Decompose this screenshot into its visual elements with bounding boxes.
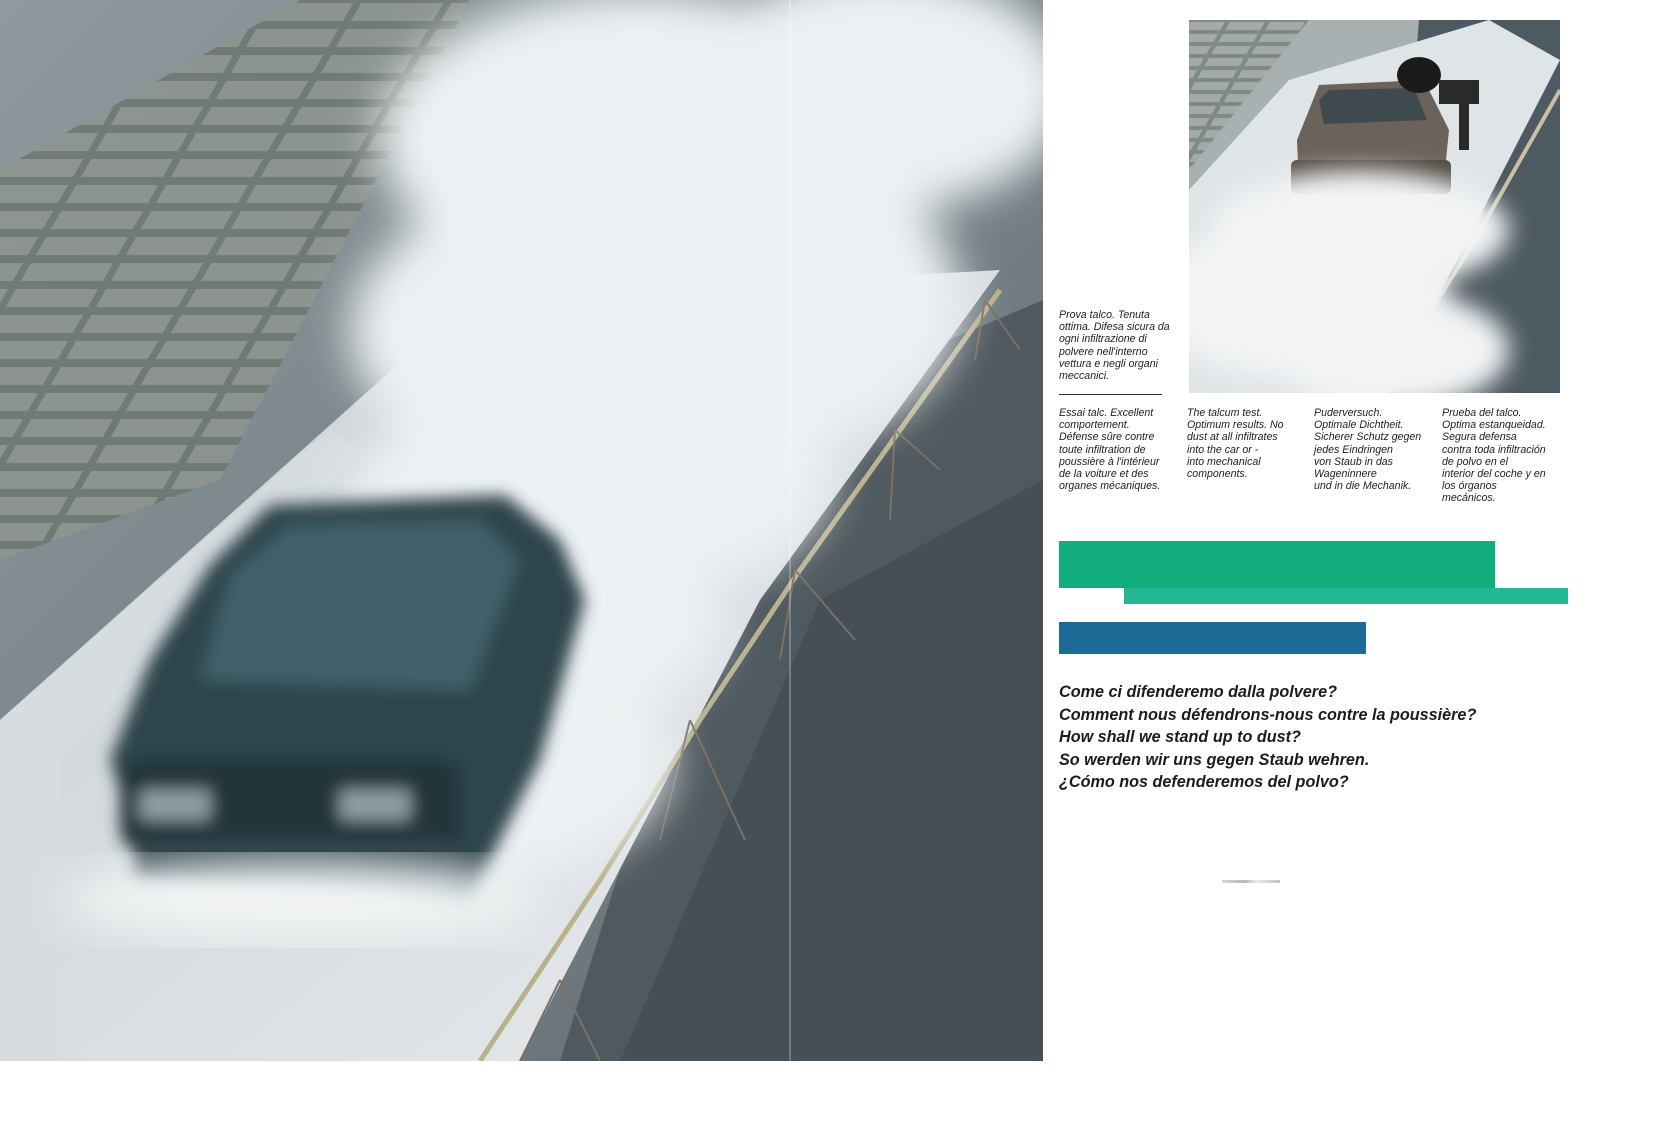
caption-line: meccanici.: [1059, 370, 1110, 383]
caption-line: von Staub in das: [1314, 455, 1393, 468]
caption-line: Sicherer Schutz gegen: [1314, 431, 1422, 444]
headline-italian: Come ci difenderemo dalla polvere?: [1059, 683, 1337, 701]
headline-german: So werden wir uns gegen Staub wehren.: [1059, 750, 1370, 769]
inset-photo-illustration: [1189, 20, 1560, 393]
caption-line: Essai talc. Excellent: [1059, 407, 1154, 419]
blue-color-bar: [1059, 622, 1366, 654]
caption-line: ottima. Difesa sicura da: [1059, 321, 1170, 334]
caption-line: poussière à l'intérieur: [1059, 455, 1160, 468]
caption-line: comportement.: [1059, 419, 1130, 432]
print-smudge: [1222, 880, 1280, 883]
caption-line: ogni infiltrazione di: [1059, 333, 1147, 346]
caption-divider: [1059, 394, 1162, 395]
caption-line: vettura e negli organi: [1059, 357, 1158, 370]
caption-line: de la voiture et des: [1059, 468, 1149, 481]
teal-color-bar: [1124, 588, 1568, 604]
green-color-bar: [1059, 541, 1495, 588]
caption-line: de polvo en el: [1442, 455, 1508, 468]
caption-line: components.: [1187, 468, 1248, 481]
caption-line: polvere nell'interno: [1059, 345, 1148, 358]
headline-spanish: ¿Cómo nos defenderemos del polvo?: [1059, 773, 1349, 791]
caption-german: [1314, 407, 1436, 492]
caption-line: Optimale Dichtheit.: [1314, 419, 1404, 432]
caption-line: Puderversuch.: [1314, 407, 1383, 419]
caption-line: und in die Mechanik.: [1314, 480, 1412, 493]
caption-french: [1059, 407, 1179, 492]
caption-line: Prova talco. Tenuta: [1059, 309, 1150, 321]
caption-line: into mechanical: [1187, 455, 1261, 468]
caption-line: Optima estanqueidad.: [1442, 419, 1546, 432]
headline-french: Comment nous défendrons-nous contre la poussière?: [1059, 705, 1477, 724]
caption-line: interior del coche y en: [1442, 468, 1546, 481]
caption-line: los órganos: [1442, 480, 1497, 493]
caption-line: jedes Eindringen: [1314, 443, 1393, 456]
caption-line: Wageninnere: [1314, 468, 1377, 481]
caption-line: The talcum test.: [1187, 407, 1263, 419]
caption-line: Optimum results. No: [1187, 419, 1284, 432]
caption-line: mecánicos.: [1442, 492, 1496, 505]
caption-line: Prueba del talco.: [1442, 407, 1522, 419]
caption-italian: [1059, 309, 1181, 382]
caption-line: Défense sûre contre: [1059, 431, 1155, 444]
caption-line: toute infiltration de: [1059, 443, 1146, 456]
caption-line: dust at all infiltrates: [1187, 431, 1278, 444]
inset-photo: [1189, 20, 1560, 393]
caption-spanish: [1442, 407, 1562, 505]
caption-line: organes mécaniques.: [1059, 480, 1161, 493]
caption-line: into the car or -: [1187, 443, 1259, 456]
multilingual-headline: [1059, 681, 1564, 794]
caption-english: [1187, 407, 1307, 480]
headline-english: How shall we stand up to dust?: [1059, 728, 1301, 746]
caption-line: contra toda infiltración: [1442, 443, 1546, 456]
caption-line: Segura defensa: [1442, 431, 1517, 444]
